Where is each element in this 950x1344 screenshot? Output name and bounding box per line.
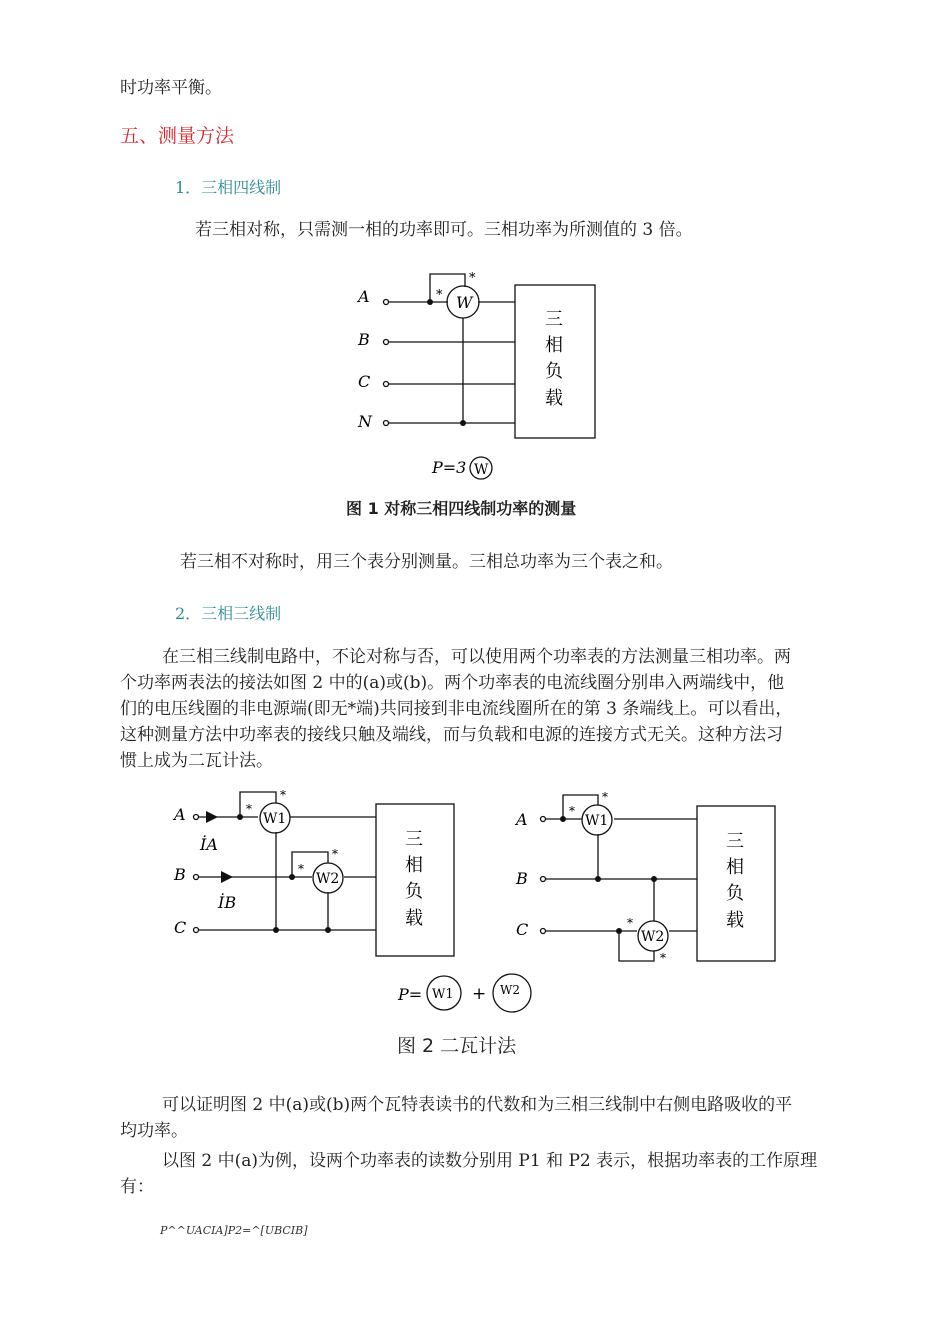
current-label-b: İB [218,893,237,912]
star-mark: * [280,788,286,802]
text-line: 惯上成为二瓦计法。 [120,751,273,771]
star-mark: * [436,288,443,303]
figure-1-caption: 图 1 对称三相四线制功率的测量 [346,499,577,518]
formula-w1: W1 [432,987,454,1002]
paragraph-symmetric: 若三相对称，只需测一相的功率即可。三相功率为所测值的 3 倍。 [195,220,693,240]
formula-w2: W2 [500,983,520,997]
phase-label-n: N [358,412,372,431]
load-char: 载 [726,910,744,931]
current-arrow-icon [206,811,218,823]
text-line: 在三相三线制电路中，不论对称与否，可以使用两个功率表的方法测量三相功率。两 [162,647,791,667]
text-line: 们的电压线圈的非电源端(即无*端)共同接到非电流线圈所在的第 3 条端线上。可以看出， [120,699,793,719]
load-char: 相 [405,855,423,876]
current-label-a: İA [200,835,218,854]
star-mark: * [298,862,304,876]
load-char: 负 [545,361,563,382]
meter-w1-label: W1 [585,813,609,829]
junction-dot [273,927,279,933]
star-mark: * [569,804,575,818]
star-mark: * [627,916,633,930]
section-heading: 五、测量方法 [120,125,235,147]
load-char: 三 [726,831,744,852]
phase-label-a: A [174,805,186,824]
formula-p-equals: P= [398,985,423,1004]
load-char: 负 [726,883,744,904]
load-char: 载 [405,908,423,929]
paragraph-example [120,1148,832,1200]
phase-label-c: C [174,918,187,937]
junction-dot [651,876,657,882]
load-char: 三 [405,829,423,850]
phase-label-a: A [516,810,528,829]
figure-2-caption: 图 2 二瓦计法 [397,1035,517,1057]
paragraph-proof [120,1092,832,1144]
junction-dot [289,874,295,880]
junction-dot [560,816,566,822]
star-mark: * [246,802,252,816]
text-line: 以图 2 中(a)为例，设两个功率表的读数分别用 P1 和 P2 表示，根据功率表的工作原理 [162,1151,818,1171]
phase-label-b: B [516,869,528,888]
intro-end-text: 时功率平衡。 [120,78,222,98]
phase-label-b: B [174,865,186,884]
load-char: 相 [545,335,563,356]
junction-dot [616,928,622,934]
star-mark: * [469,271,476,286]
junction-dot [595,876,601,882]
load-char: 载 [545,388,563,409]
load-char: 负 [405,881,423,902]
formula-meter: W [474,462,489,478]
subheading-four-wire: 1．三相四线制 [175,178,282,197]
text-line: 可以证明图 2 中(a)或(b)两个瓦特表读书的代数和为三相三线制中右侧电路吸收的平 [162,1095,793,1115]
junction-dot [237,814,243,820]
phase-label-c: C [516,920,529,939]
star-mark: * [332,847,338,861]
current-arrow-icon [221,871,233,883]
meter-w1-label: W1 [263,811,287,827]
phase-label-a: A [358,287,370,306]
subheading-three-wire: 2．三相三线制 [175,604,282,623]
star-mark: * [602,790,608,804]
text-line: 个功率两表法的接法如图 2 中的(a)或(b)。两个功率表的电流线圈分别串入两端线中，他 [120,673,785,693]
text-line: 均功率。 [120,1121,188,1141]
meter-label: W [456,293,473,312]
load-char: 相 [726,857,744,878]
phase-label-b: B [358,330,370,349]
meter-w2-label: W2 [316,871,340,887]
formula-p-equals: P=3 [432,458,467,477]
star-mark: * [660,951,666,965]
text-line: 有： [120,1177,154,1197]
junction-dot [325,927,331,933]
paragraph-unsymmetric: 若三相不对称时，用三个表分别测量。三相总功率为三个表之和。 [180,552,673,572]
text-line: 这种测量方法中功率表的接线只触及端线，而与负载和电源的连接方式无关。这种方法习 [120,725,783,745]
formula-plus: + [472,984,487,1004]
phase-label-c: C [358,372,371,391]
load-char: 三 [545,309,563,330]
meter-w2-label: W2 [641,929,665,945]
formula-line: P^^UACIA]P2=^[UBCIB] [160,1224,308,1237]
